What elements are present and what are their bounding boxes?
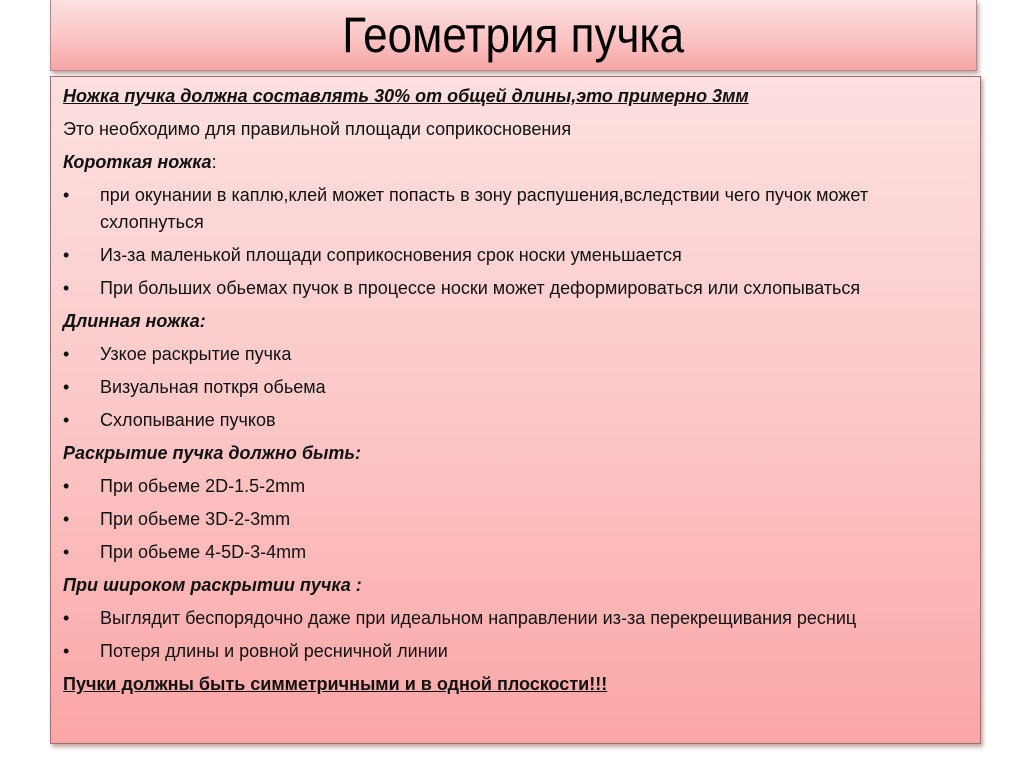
bullet-icon: • [63,542,70,562]
list-item-text: Выглядит беспорядочно даже при идеальном направлении из-за перекрещивания ресниц [100,608,857,628]
content-box [50,76,981,744]
bullet-icon: • [63,410,70,430]
intro-heading: Ножка пучка должна составлять 30% от общей длины,это примерно 3мм [63,86,749,106]
list-item-text: Схлопывание пучков [100,410,276,430]
list-item-text: Узкое раскрытие пучка [100,344,292,364]
bullet-icon: • [63,344,70,364]
short-leg-heading-row [63,149,968,176]
bullet-icon: • [63,476,70,496]
list-item-text: Визуальная поткря обьема [100,377,326,397]
list-item-text: Потеря длины и ровной ресничной линии [100,641,448,661]
list-item [63,374,968,401]
bullet-icon: • [63,509,70,529]
list-item-text: Из-за маленькой площади соприкосновения срок носки уменьшается [100,245,682,265]
bullet-icon: • [63,608,70,628]
wide-opening-heading: При широком раскрытии пучка : [63,575,362,595]
opening-heading: Раскрытие пучка должно быть: [63,443,362,463]
list-item-text: При обьеме 3D-2-3mm [100,509,291,529]
list-item [63,182,968,236]
long-leg-heading: Длинная ножка: [63,311,206,331]
list-item-text: При обьеме 4-5D-3-4mm [100,542,307,562]
bullet-icon: • [63,185,70,205]
list-item-text: при окунании в каплю,клей может попасть в зону распушения,вследствии чего пучок может схлопнуться [100,185,869,232]
intro-text: Это необходимо для правильной площади соприкосновения [63,119,572,139]
title-box [50,0,977,71]
list-item [63,407,968,434]
list-item [63,638,968,665]
list-item [63,473,968,500]
list-item-text: При больших обьемах пучок в процессе носки может деформироваться или схлопываться [100,278,861,298]
list-item [63,242,968,269]
list-item-text: При обьеме 2D-1.5-2mm [100,476,306,496]
list-item [63,539,968,566]
list-item [63,506,968,533]
bullet-icon: • [63,278,70,298]
bullet-icon: • [63,245,70,265]
conclusion: Пучки должны быть симметричными и в одной плоскости!!! [63,674,608,694]
bullet-icon: • [63,641,70,661]
short-leg-heading-suffix: : [211,152,217,172]
list-item [63,275,968,302]
list-item [63,605,968,632]
slide-title: Геометрия пучка [342,7,685,63]
list-item [63,341,968,368]
short-leg-heading: Короткая ножка [63,152,212,172]
bullet-icon: • [63,377,70,397]
